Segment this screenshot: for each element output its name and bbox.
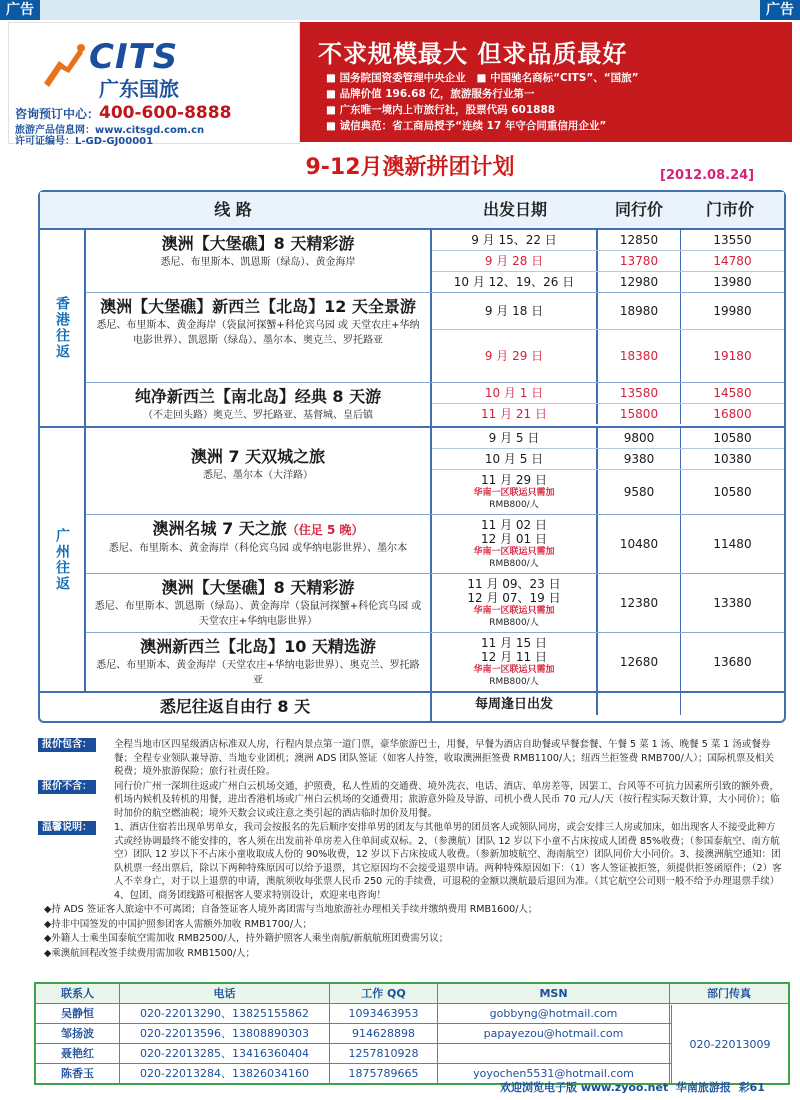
price-row: 9 月 5 日 9800 10580 <box>432 428 784 449</box>
contact-row: 聂艳红 020-22013285、13416360404 1257810928 <box>36 1043 788 1063</box>
route-row <box>86 428 784 515</box>
header-qq: 工作 QQ <box>330 984 438 1003</box>
header-door-price: 门市价 <box>705 200 754 219</box>
logo-block <box>8 22 300 147</box>
header-peer-price: 同行价 <box>614 200 663 219</box>
website-label: 旅游产品信息网： <box>15 125 95 136</box>
route-title: 澳洲 7 天双城之旅 <box>190 447 326 466</box>
contacts-table <box>34 982 790 1085</box>
hotline-label: 咨询预订中心： <box>15 107 100 121</box>
route-row <box>86 383 784 426</box>
logo-cn: 广东国旅 <box>99 77 179 101</box>
table-header <box>40 192 784 230</box>
bullet-item: ■ 国务院国资委管理中央企业 ■ 中国驰名商标“CITS”、“国旅” <box>326 72 639 84</box>
price-row: 11 月 29 日 华南一区联运只需加 RMB800/人 9580 10580 <box>432 470 784 514</box>
date-badge: [2012.08.24] <box>660 168 755 183</box>
footer <box>500 1078 800 1098</box>
contact-row: 陈香玉 020-22013284、13826034160 1875789665 yoyochen5531@hotmail.com <box>36 1063 788 1083</box>
route-row <box>86 515 784 574</box>
contacts-header <box>36 984 788 1003</box>
price-row: 9 月 28 日 13780 14780 <box>432 251 784 272</box>
route-desc: 悉尼、墨尔本（大洋路） <box>203 470 313 481</box>
route-title: 澳洲【大堡礁】8 天精彩游 <box>161 578 355 597</box>
bullet-item: ■ 品牌价值 196.68 亿，旅游服务行业第一 <box>326 88 535 100</box>
info-tag: 报价包含： <box>38 738 96 752</box>
route-title: 纯净新西兰【南北岛】经典 8 天游 <box>134 387 382 406</box>
info-block <box>38 738 782 961</box>
price-row: 11 月 21 日 15800 16800 <box>432 404 784 424</box>
header-date: 出发日期 <box>482 200 547 219</box>
tour-table <box>38 190 786 723</box>
header-msn: MSN <box>438 984 670 1003</box>
page-title: 9-12月澳新拼团计划 <box>305 155 515 180</box>
info-tag: 报价不含： <box>38 780 96 794</box>
license <box>15 132 153 147</box>
footer-text[interactable]: 欢迎浏览电子版 www.zyoo.net <box>500 1081 669 1094</box>
hotline-number: 400-600-8888 <box>99 103 232 123</box>
route-title: 澳洲【大堡礁】新西兰【北岛】12 天全景游 <box>100 297 416 316</box>
section-hongkong <box>40 230 784 428</box>
info-tag: 温馨说明： <box>38 821 96 835</box>
contact-row: 邹扬波 020-22013596、13808890303 914628898 papayezou@hotmail.com <box>36 1023 788 1043</box>
route-desc: 悉尼、布里斯本、凯恩斯（绿岛）、黄金海岸（袋鼠河探蟹+科伦宾乌园 或 天堂农庄+华纳电影世界） <box>94 601 422 627</box>
info-extra: ◆持非中国签发的中国护照参团客人需额外加收 RMB1700/人； <box>44 918 313 930</box>
hotline <box>15 103 231 123</box>
info-includes: 报价包含： 全程当地市区四星级酒店标准双人房，行程内景点第一道门票，豪华旅游巴士，用餐，早餐为酒店自助餐或早餐套餐、午餐 5 菜 1 汤、晚餐 5 菜 1 汤或餐券餐；全程专业领队兼导游、当地专业团机；澳洲 ADS 团队签证（如客人持签，收取澳洲拒签费 RMB1100/人；纽西兰拒签费 RMB700/人）；国际机票及相关税费；境外旅游保险；旅行社责任险。 <box>38 738 782 779</box>
footer-brand: 华南旅游报 <box>675 1081 731 1094</box>
contact-row: 吴静恒 020-22013290、13825155862 1093463953 gobbyng@hotmail.com <box>36 1003 788 1023</box>
bullet-item: ■ 诚信典范：省工商局授予“连续 17 年守合同重信用企业” <box>326 120 607 132</box>
price-row: 10 月 12、19、26 日 12980 13980 <box>432 272 784 292</box>
bullet-item: ■ 广东唯一境内上市旅行社，股票代码 601888 <box>326 104 556 116</box>
route-row <box>86 293 784 383</box>
info-excludes: 报价不含： 同行价广州一深圳往返或广州白云机场交通，护照费，私人性质的交通费、境外洗衣、电话、酒店、单房差等，因罢工、台风等不可抗力因素所引致的额外费，机场内候机及转机的用餐，进出香港机场或广州白云机场的交通费用；旅游意外险及导游、司机小费人民币 70 元/人/天（按行程实际天数计算，大小同价）；临时加价的航空燃油税；境外天数会议或注意之类引起的酒店临时加价及用餐。 <box>38 780 782 821</box>
route-row <box>86 574 784 633</box>
price-row: 9 月 18 日 18980 19980 <box>432 293 784 330</box>
route-row <box>40 693 784 721</box>
header <box>8 22 792 147</box>
license-label: 许可证编号： <box>15 136 75 147</box>
section-guangzhou <box>40 428 784 693</box>
website-url[interactable]: www.citsgd.com.cn <box>95 125 205 136</box>
price-row: 9 月 29 日 18380 19180 <box>432 330 784 382</box>
price-row: 每周逢日出发 <box>432 693 784 715</box>
route-row <box>86 230 784 293</box>
route-desc: （不走回头路）奥克兰、罗托路亚、基督城、皇后镇 <box>143 410 373 421</box>
price-row: 11 月 15 日 12 月 11 日 华南一区联运只需加 RMB800/人 12680 13680 <box>432 633 784 691</box>
slogan-block <box>300 22 792 142</box>
route-desc: 悉尼、布里斯本、黄金海岸（科伦宾乌园 或华纳电影世界）、墨尔本 <box>108 543 408 554</box>
price-row: 10 月 1 日 13580 14580 <box>432 383 784 404</box>
info-extra: ◆外籍人士乘坐国泰航空需加收 RMB2500/人，持外籍护照客人乘坐南航/新航航班团费需另议； <box>44 933 449 944</box>
ad-tag-right: 广告 <box>760 0 800 20</box>
price-row: 11 月 02 日 12 月 01 日 华南一区联运只需加 RMB800/人 10480 11480 <box>432 515 784 573</box>
fax-number: 020-22013009 <box>671 1005 788 1083</box>
header-contact: 联系人 <box>36 984 120 1003</box>
section-label: 香港往返 <box>40 230 86 426</box>
page-number: 彩61 <box>738 1081 765 1094</box>
ad-tag-left: 广告 <box>0 0 40 20</box>
price-row: 9 月 15、22 日 12850 13550 <box>432 230 784 251</box>
route-title: 澳洲新西兰【北岛】10 天精选游 <box>140 637 376 656</box>
route-title: 澳洲【大堡礁】8 天精彩游 <box>161 234 355 253</box>
route-desc: 悉尼、布里斯本、黄金海岸（袋鼠河探蟹+科伦宾乌园 或 天堂农庄+华纳电影世界）、凯恩斯（绿岛）、墨尔本、奥克兰、罗托路亚 <box>96 320 420 346</box>
section-label: 广州往返 <box>40 428 86 691</box>
route-title: 悉尼往返自由行 8 天 <box>159 697 311 716</box>
runner-logo-icon <box>39 43 89 93</box>
price-row: 10 月 5 日 9380 10380 <box>432 449 784 470</box>
route-row <box>86 633 784 691</box>
info-notes: 温馨说明： 1、酒店住宿若出现单男单女，我司会按报名的先后顺序安排单男的团友与其他单男的团员客人或领队同房，或会安排三人房或加床，如出现客人不接受此种方式或经协调最终不能安排的，客人须在出发前补单房差入住单间或双标。2、（参澳航）团队 12 岁以下小童不占床按成人团费 85%收费；（参国泰航空、南方航空）团队 12 岁以下不占床小童收取成人份的 90%收费，12 岁以下占床按成人收费。（参新加坡航空、海南航空）团队同价大小同价。3、接澳洲航空通知：团队机票一经出票后，除以下两种特殊原因可以给予退票，其它原因均不会接受退票申请。两种特殊原因如下：（1）客人签证被拒签，须提供拒签函原件；（2）客人不幸身亡，对于以上退票的申请，澳航须收每张票人民币 250 元的手续费，可退税的金额以澳航最后退回为准。（其它航空公司则一般不给予办理退票手续）4、包团、商务团线路可根据客人要求特别设计，欢迎来电咨询！ <box>38 821 782 902</box>
license-number: L-GD-GJ00001 <box>75 136 154 147</box>
header-route: 线 路 <box>214 200 252 219</box>
route-desc: 悉尼、布里斯本、凯恩斯（绿岛）、黄金海岸 <box>160 257 356 268</box>
slogan: 不求规模最大 但求品质最好 <box>318 40 628 68</box>
info-extra: ◆乘澳航回程改签手续费用需加收 RMB1500/人； <box>44 947 256 959</box>
bullet-list <box>326 70 639 134</box>
price-row: 11 月 09、23 日 12 月 07、19 日 华南一区联运只需加 RMB800/人 12380 13380 <box>432 574 784 632</box>
ad-bar <box>0 0 800 20</box>
info-extra: ◆持 ADS 签证客人旅途中不可离团；自备签证客人境外离团需与当地旅游社办理相关手续并缴纳费用 RMB1600/人； <box>44 904 538 915</box>
header-fax: 部门传真 <box>707 987 751 1000</box>
header-phone: 电话 <box>120 984 330 1003</box>
route-title: 澳洲名城 7 天之旅（住足 5 晚） <box>152 519 364 538</box>
logo-cits: CITS <box>89 37 179 77</box>
route-desc: 悉尼、布里斯本、黄金海岸（天堂农庄+华纳电影世界）、奥克兰、罗托路亚 <box>96 660 420 686</box>
section-free <box>40 693 784 721</box>
